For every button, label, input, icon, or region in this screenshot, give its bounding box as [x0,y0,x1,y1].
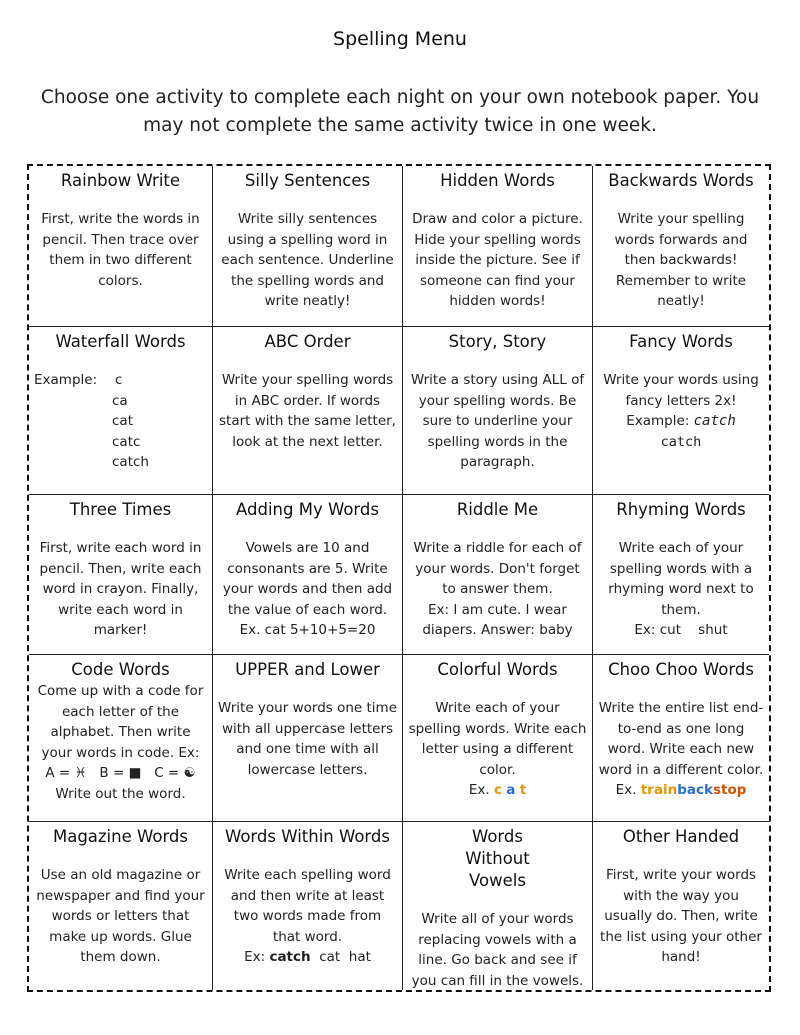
cell-body: Write a riddle for each of your words. Don't forget to answer them. [413,540,582,597]
cell-body: Write all of your words replacing vowels with a line. Go back and see if you can fill in the vowels. [411,911,584,989]
waterfall-step: catch [112,454,149,470]
cell-body: Come up with a code for each letter of the alphabet. Then write your words in code. Ex: [37,683,204,761]
cell-body: Write each spelling word and then write at least two words made from that word. [224,867,391,945]
cell-body: Write your words using fancy letters 2x! [603,372,759,409]
cell-adding-my-words [213,495,403,655]
cell-title: Rainbow Write [60,171,181,190]
cell-other-handed [593,822,769,990]
intro-text: Choose one activity to complete each night on your own notebook paper. You may not complete the same activity twice in one week. [40,87,760,136]
cell-title: Rhyming Words [616,500,746,519]
colored-letter: t [519,782,527,798]
cell-body: Write your spelling words forwards and then backwards! Remember to write neatly! [614,211,748,309]
code-key-line: A = ♓ B = ■ C = ☯ [45,765,196,781]
cell-body: Write each of your spelling words. Write each letter using a different color. [408,700,587,778]
fancy-example [598,411,764,432]
cell-example: Ex: cut shut [634,622,728,638]
cell-abc-order [213,327,403,495]
cell-backwards-words [593,166,769,327]
cell-title: Three Times [69,500,172,519]
cell-magazine-words [29,822,213,990]
cell-fancy-words [593,327,769,495]
cell-riddle-me [403,495,593,655]
cell-colorful-words [403,655,593,822]
cell-body: Write the entire list end-to-end as one long word. Write each new word in a different color. [598,700,764,778]
cell-title: Hidden Words [440,171,555,190]
cell-upper-and-lower [213,655,403,822]
colored-letter: c [493,782,502,798]
cell-title: Code Words [71,660,170,679]
cell-body: First, write the words in pencil. Then trace over them in two different colors. [41,211,200,289]
cell-waterfall-words [29,327,213,495]
cell-title: Words Without Vowels [465,827,530,890]
colored-letter: a [506,782,516,798]
cell-words-within-words [213,822,403,990]
cell-title: Words Within Words [224,827,390,846]
cell-body: Write each of your spelling words with a rhyming word next to them. [608,540,754,618]
word-part: stop [712,782,747,798]
waterfall-step: ca [112,392,128,409]
cell-body: Write a story using ALL of your spelling words. Be sure to underline your spelling words in the paragraph. [410,372,585,470]
cell-title: Choo Choo Words [608,660,754,679]
cell-title: Colorful Words [437,660,558,679]
cell-body: Write your words one time with all uppercase letters and one time with all lowercase letters. [218,700,398,778]
spelling-menu-grid [27,164,771,992]
cell-title: Fancy Words [629,332,733,351]
cell-rainbow-write [29,166,213,327]
cell-three-times [29,495,213,655]
cell-example: Ex: I am cute. I wear diapers. Answer: baby [422,601,573,638]
cell-title: Waterfall Words [55,332,186,351]
example-label: Ex: [244,949,266,965]
waterfall-step: c [115,372,123,388]
example-label: Ex. [468,782,490,798]
choo-example [598,780,764,801]
cell-words-without-vowels [403,822,593,990]
word-part: train [640,782,678,798]
word-part: back [677,782,713,798]
cell-body: First, write your words with the way you usually do. Then, write the list using your other hand! [600,867,762,965]
example-label: Example: [34,372,98,388]
cell-title: Adding My Words [236,500,379,519]
cell-silly-sentences [213,166,403,327]
colorful-example [408,780,587,801]
cell-title: Silly Sentences [244,171,371,190]
cell-body: Write your spelling words in ABC order. If words start with the same letter, look at the next letter. [219,372,396,450]
waterfall-example [34,370,207,473]
cell-title: Backwards Words [608,171,754,190]
example-derived: cat hat [319,949,371,965]
example-label: Example: [626,413,690,429]
cell-hidden-words [403,166,593,327]
page-title: Spelling Menu [333,28,467,50]
cell-title: Other Handed [622,827,740,846]
cell-title: UPPER and Lower [235,660,380,679]
cell-choo-choo-words [593,655,769,822]
waterfall-step: cat [112,413,133,429]
waterfall-step: catc [112,433,141,450]
cell-title: Story, Story [448,332,547,351]
within-example [218,947,397,968]
cell-body: Use an old magazine or newspaper and find your words or letters that make up words. Glue them down. [36,867,205,965]
cell-end-text: Write out the word. [55,785,186,802]
fancy-example-2: catch [660,433,702,450]
cell-story-story [403,327,593,495]
cell-example: Ex. cat 5+10+5=20 [239,622,376,638]
cell-body: First, write each word in pencil. Then, write each word in crayon. Finally, write each word in marker! [39,540,202,638]
cell-body: Write silly sentences using a spelling word in each sentence. Underline the spelling words and write neatly! [221,211,394,309]
cell-code-words [29,655,213,822]
cell-title: ABC Order [264,332,351,351]
cell-title: Riddle Me [456,500,539,519]
cell-body: Vowels are 10 and consonants are 5. Write your words and then add the value of each word. [222,540,393,618]
cell-body: Draw and color a picture. Hide your spelling words inside the picture. See if someone can find your hidden words! [412,211,583,309]
cell-title: Magazine Words [52,827,189,846]
example-word: catch [269,949,311,965]
example-label: Ex. [615,782,637,798]
fancy-example-1: catch [693,413,736,429]
cell-rhyming-words [593,495,769,655]
